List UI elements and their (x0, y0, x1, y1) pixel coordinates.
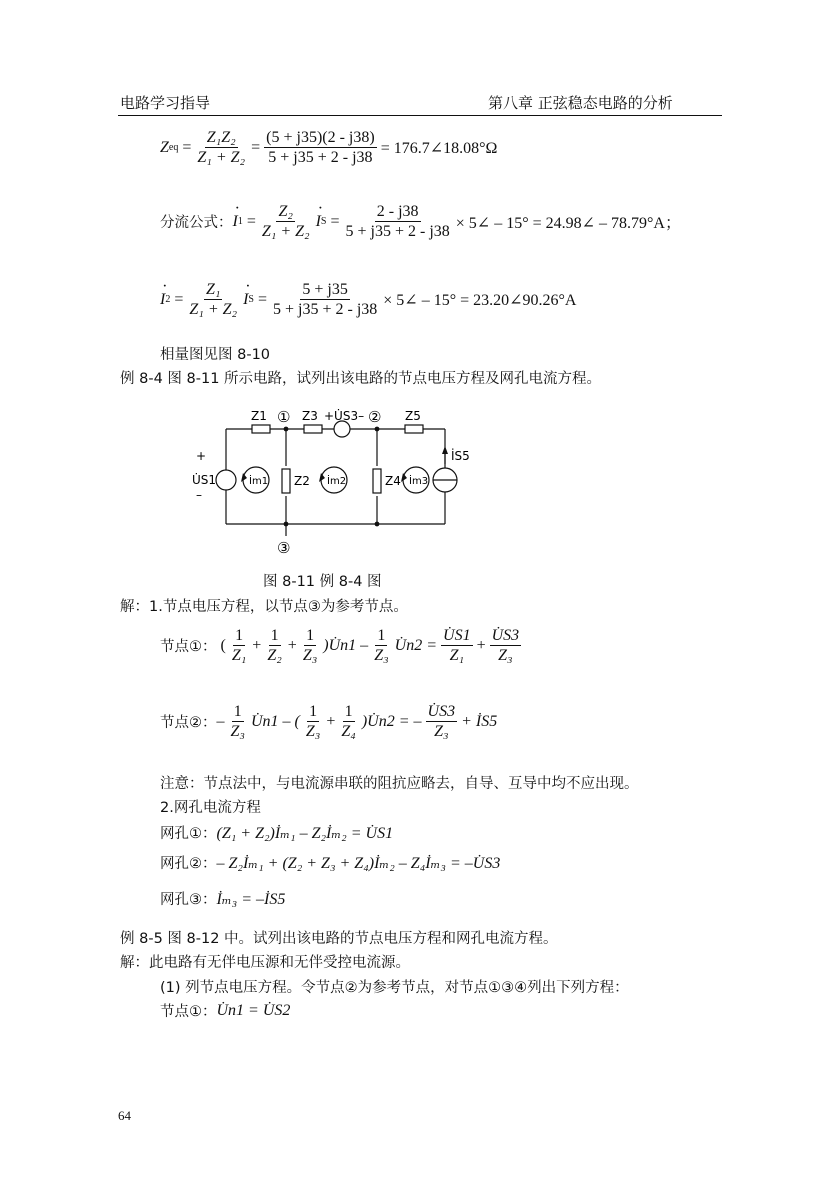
node-equation-2: 节点②： – $\frac{1}{\text{Z₃}}$ U̇n1 – ( $\frac{1}{\text{Z₃}}$ + $\frac{1}{\text{Z₄}}$ )U̇n2 = – $\frac{U̇S3}{\text{Z₃}}$ + İS5 (160, 703, 498, 740)
label-z3: Z3 (302, 409, 318, 423)
label-plus: + (196, 449, 207, 463)
label-z2: Z2 (294, 474, 310, 488)
solution-2: 解：此电路有无伴电压源和无伴受控电流源。 (120, 955, 410, 971)
label-minus: – (196, 488, 202, 502)
note: 注意：节点法中，与电流源串联的阻抗应略去，自导、互导中均不应出现。 (160, 776, 639, 792)
label-im2: İm2 (327, 476, 347, 487)
label-us1: U̇S1 (192, 473, 217, 487)
label-im1: İm1 (249, 476, 269, 487)
z4-resistor (373, 469, 381, 493)
mesh-equation-1: 网孔①： (Z₁ + Z₂)İₘ₁ – Z₂İₘ₂ = U̇S1 (160, 824, 394, 842)
label-is5: İS5 (451, 449, 470, 463)
z3-resistor (304, 425, 322, 433)
label-n1: ① (277, 408, 291, 426)
label-n3: ③ (277, 539, 291, 557)
phasor-note: 相量图见图 8-10 (160, 347, 271, 363)
equation-i2: · I 2 = $\frac{\text{Z₁}}{\text{Z₁ + Z₂}}$ · I S = $\frac{5 + j35}{5 + j35 + 2 - j38}$ × 5∠ – 15° = 23.20∠90.26°A (160, 280, 576, 319)
label-z5: Z5 (405, 409, 421, 423)
label-us3: +U̇S3– (324, 409, 365, 423)
page-number: 64 (118, 1108, 131, 1123)
figure-caption: 图 8-11 例 8-4 图 (263, 574, 382, 590)
z5-resistor (405, 425, 423, 433)
us1-source (216, 470, 236, 490)
header-rule (118, 115, 722, 116)
mesh-equation-3: 网孔③： İₘ₃ = –İS5 (160, 890, 286, 908)
example-8-4: 例 8-4 图 8-11 所示电路，试列出该电路的节点电压方程及网孔电流方程。 (120, 371, 602, 387)
mesh-title: 2.网孔电流方程 (160, 800, 261, 816)
example-8-5: 例 8-5 图 8-12 中。试列出该电路的节点电压方程和网孔电流方程。 (120, 931, 558, 947)
us3-source (334, 421, 350, 437)
label-z1: Z1 (251, 409, 267, 423)
step-1: (1) 列节点电压方程。令节点②为参考节点，对节点①③④列出下列方程： (160, 980, 629, 996)
label-im3: İm3 (409, 476, 429, 487)
label-n2: ② (368, 408, 382, 426)
mesh-equation-2: 网孔②： – Z₂İₘ₁ + (Z₂ + Z₃ + Z₄)İₘ₂ – Z₄İₘ₃ = –U̇S3 (160, 854, 501, 872)
header-left: 电路学习指导 (120, 94, 211, 112)
z1-resistor (252, 425, 270, 433)
equation-i1: 分流公式： · I 1 = $\frac{\text{Z₂}}{\text{Z₁ + Z₂}}$ · I S = $\frac{2 - j38}{5 + j35 + 2 - j38}$ × 5∠ – 15° = 24.98∠ – 78.79°A； (160, 202, 681, 241)
circuit-diagram (180, 398, 480, 566)
solution-1: 解：1.节点电压方程，以节点③为参考节点。 (120, 599, 408, 615)
label-z4: Z4 (385, 474, 401, 488)
node-equation-1: 节点①： ( $\frac{1}{\text{Z₁}}$ + $\frac{1}{\text{Z₂}}$ + $\frac{1}{\text{Z₃}}$ )U̇n1 – $\frac{1}{\text{Z₃}}$ U̇n2 = $\frac{U̇S1}{\text{Z₁}}$ + $\frac{U̇S3}{\text{Z₃}}$ (160, 627, 520, 664)
node-equation-1b: 节点①： U̇n1 = U̇S2 (160, 1001, 291, 1020)
header-right: 第八章 正弦稳态电路的分析 (488, 94, 673, 112)
z2-resistor (282, 469, 290, 493)
equation-zeq: Z eq = $\frac{\text{Z₁Z₂}}{\text{Z₁ + Z₂}}$ = $\frac{(5 + j35)(2 - j38)}{5 + j35 + 2 - j38}$ = 176.7∠18.08°Ω (160, 129, 498, 166)
